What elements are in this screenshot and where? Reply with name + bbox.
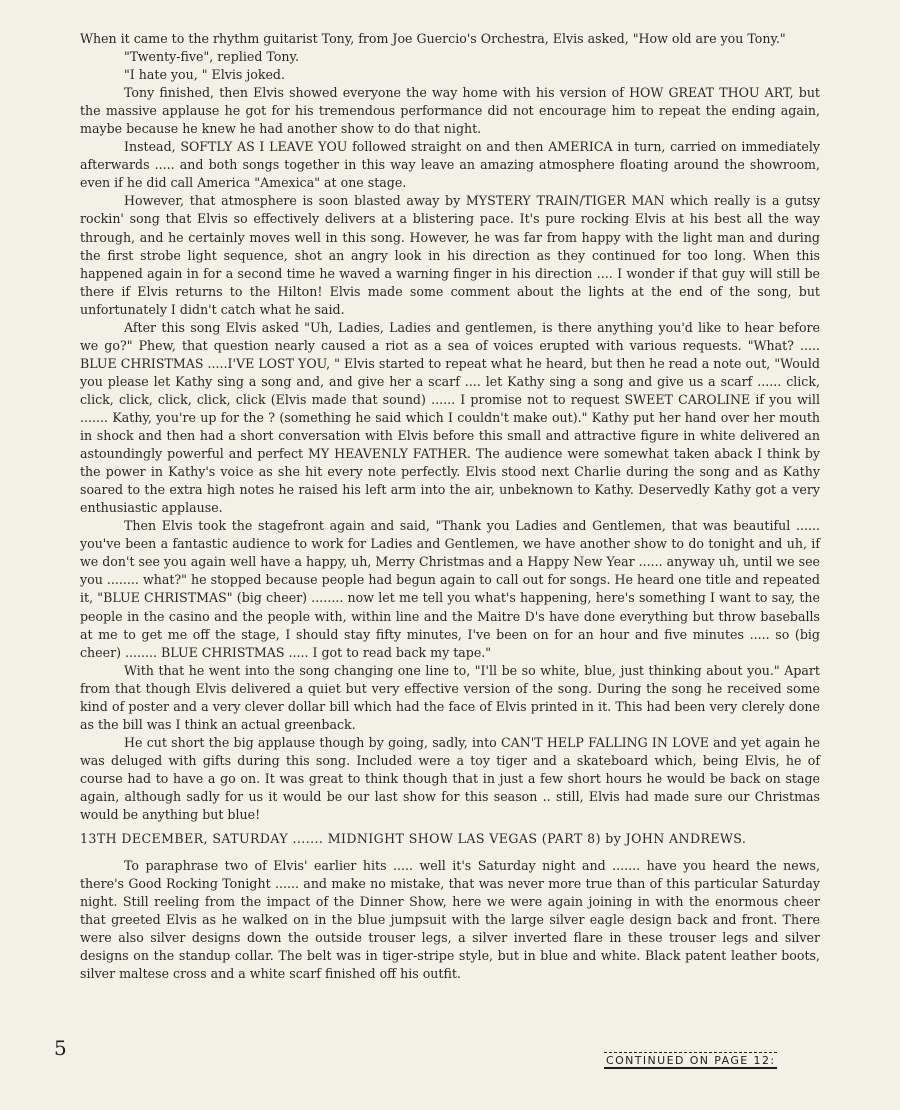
paragraph: Then Elvis took the stagefront again and said, "Thank you Ladies and Gentlemen, that was beautiful ...... you've been a fantastic audience to work for Ladies and Gentlemen, we have another show to do tonight and uh, if we don't see you again well have a happy, uh, Merry Christmas and a Happy New Year ...... anyway uh, until we see you ........ what?" he stopped because people had begun again to call out for songs. He heard one title and repeated it, "BLUE CHRISTMAS" (big cheer) ........ now let me tell you what's happening, here's something I want to say, the people in the casino and the people with, within line and the Maitre D's have done everything but throw baseballs at me to get me off the stage, I should stay fifty minutes, I've been on for an hour and five minutes ..... so (big cheer) ........ BLUE CHRISTMAS ..... I got to read back my tape." <box>80 518 820 660</box>
paragraph: He cut short the big applause though by going, sadly, into CAN'T HELP FALLING IN LOVE and yet again he was deluged with gifts during this song. Included were a toy tiger and a skateboard which, being Elvis, he of course had to have a go on. It was great to think though that in just a few short hours he would be back on stage again, although sadly for us it would be our last show for this season .. still, Elvis had made sure our Christmas would be anything but blue! <box>80 734 820 823</box>
continued-note: CONTINUED ON PAGE 12: <box>606 1054 776 1067</box>
paragraph: Instead, SOFTLY AS I LEAVE YOU followed straight on and then AMERICA in turn, carried on immediately afterwards ..... and both songs together in this way leave an amazing atmosphere floating around the showroom, even if he did call America "Amexica" at one stage. <box>80 139 820 191</box>
paragraph: "Twenty-five", replied Tony. <box>124 49 299 65</box>
paragraph: Tony finished, then Elvis showed everyone the way home with his version of HOW GREAT THOU ART, but the massive applause he got for his tremendous performance did not encourage him to repeat the ending again, maybe because he knew he had another show to do that night. <box>80 85 820 137</box>
paragraph: When it came to the rhythm guitarist Tony, from Joe Guercio's Orchestra, Elvis asked, "How old are you Tony." <box>80 31 786 46</box>
paragraph: "I hate you, " Elvis joked. <box>124 67 285 83</box>
paragraph: With that he went into the song changing one line to, "I'll be so white, blue, just thinking about you." Apart from that though Elvis delivered a quiet but very effective version of the song. During the song he received some kind of poster and a very clever dollar bill which had the face of Elvis printed in it. This had been very clerely done as the bill was I think an actual greenback. <box>80 662 820 732</box>
page-number: 5 <box>54 1036 67 1060</box>
section-heading: 13TH DECEMBER, SATURDAY ....... MIDNIGHT SHOW LAS VEGAS (PART 8) by JOHN ANDREWS. <box>80 831 747 847</box>
paragraph: After this song Elvis asked "Uh, Ladies, Ladies and gentlemen, is there anything you'd like to hear before we go?" Phew, that question nearly caused a riot as a sea of voices erupted with various requests. "What? ..... BLUE CHRISTMAS .....I'VE LOST YOU, " Elvis started to repeat what he heard, but then he read a note out, "Would you please let Kathy sing a song and, and give her a scarf .... let Kathy sing a song and give us a scarf ...... click, click, click, click, click, click (Elvis made that sound) ...... I promise not to request SWEET CAROLINE if you will ....... Kathy, you're up for the ? (something he said which I couldn't make out)." Kathy put her hand over her mouth in shock and then had a short conversation with Elvis before this small and attractive figure in white delivered an astoundingly powerful and perfect MY HEAVENLY FATHER. The audience were somewhat taken aback I think by the power in Kathy's voice as she hit every note perfectly. Elvis stood next Charlie during the song and as Kathy soared to the extra high notes he raised his left arm into the air, unbeknown to Kathy. Deservedly Kathy got a very enthusiastic applause. <box>80 319 820 516</box>
paragraph: To paraphrase two of Elvis' earlier hits ..... well it's Saturday night and ....... have you heard the news, there's Good Rocking Tonight ...... and make no mistake, that was never more true than of this particular Saturday night. Still reeling from the impact of the Dinner Show, here we were again joining in with the enormous cheer that greeted Elvis as he walked on in the blue jumpsuit with the large silver eagle design back and front. There were also silver designs down the outside trouser legs, a silver inverted flare in these trouser legs and silver designs on the standup collar. The belt was in tiger-stripe style, but in blue and white. Black patent leather boots, silver maltese cross and a white scarf finished off his outfit. <box>80 858 820 982</box>
article-page <box>80 30 820 983</box>
paragraph: However, that atmosphere is soon blasted away by MYSTERY TRAIN/TIGER MAN which really is a gutsy rockin' song that Elvis so effectively delivers at a blistering pace. It's pure rocking Elvis at his best all the way through, and he certainly moves well in this song. However, he was far from happy with the light man and during the first strobe light sequence, shot an angry look in his direction as they continued for too long. When this happened again in for a second time he waved a warning finger in his direction .... I wonder if that guy will still be there if Elvis returns to the Hilton! Elvis made some comment about the lights at the end of the song, but unfortunately I didn't catch what he said. <box>80 193 820 317</box>
